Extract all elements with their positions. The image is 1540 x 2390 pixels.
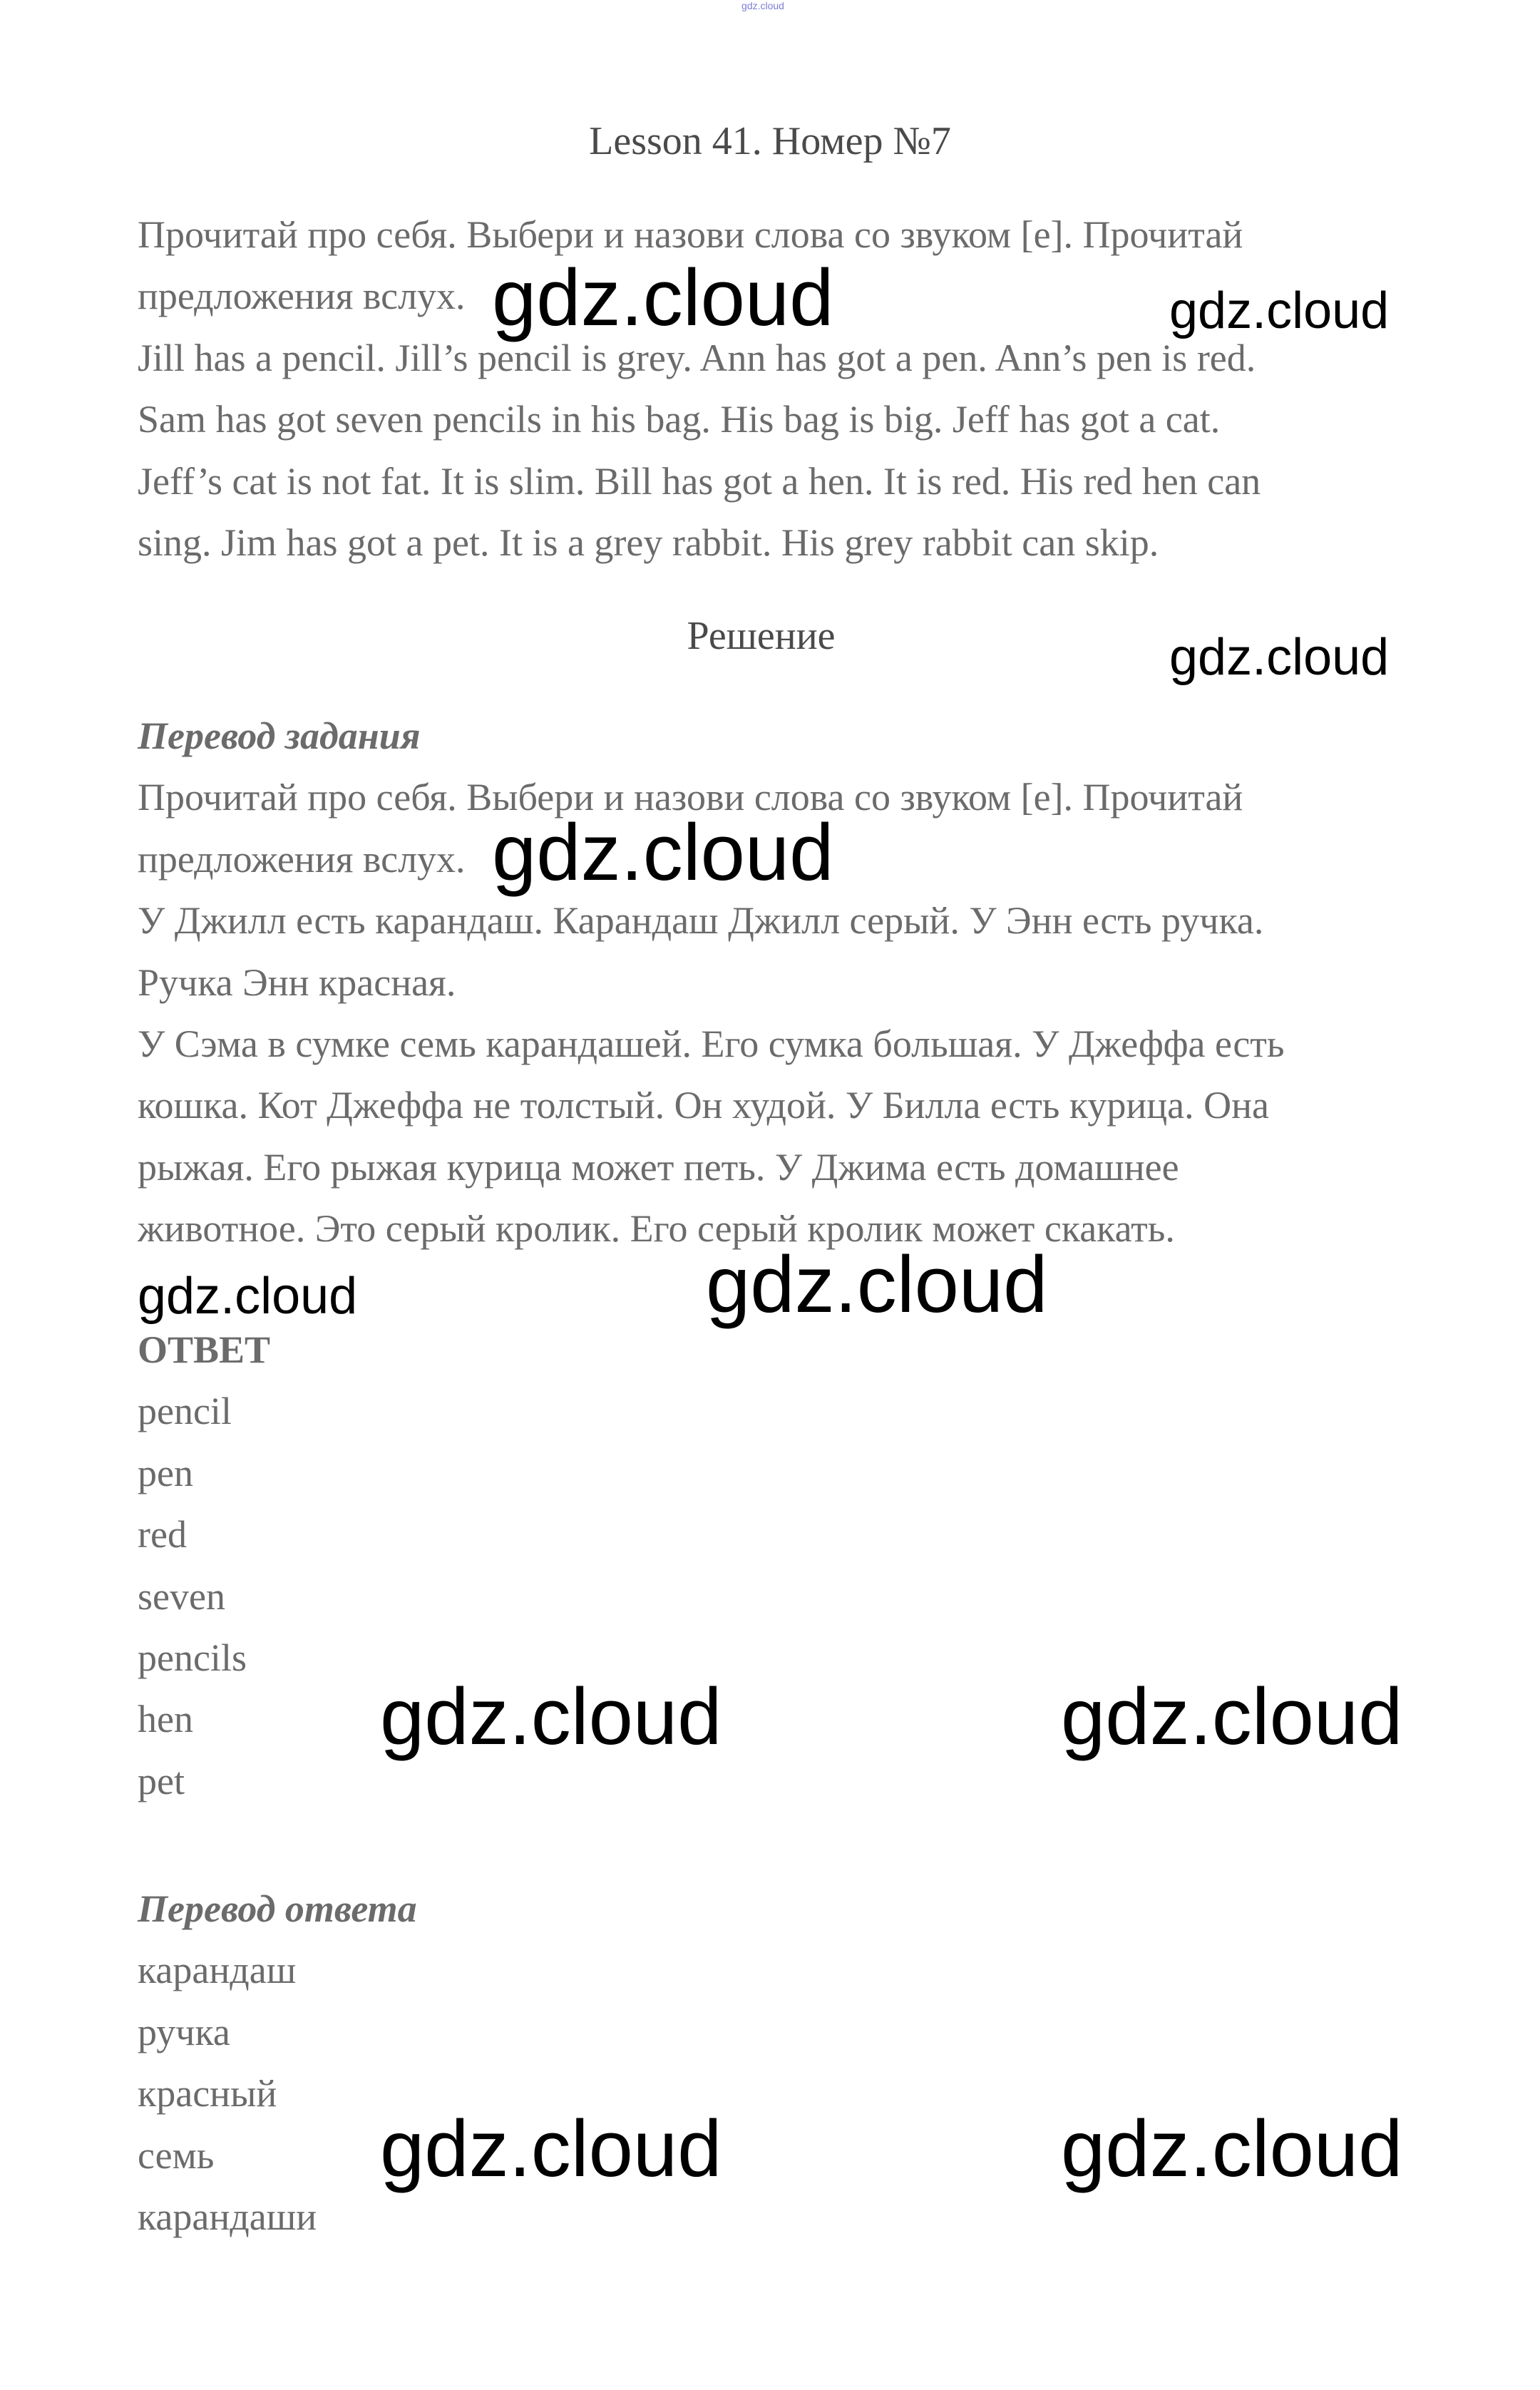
list-item: red <box>138 1513 187 1556</box>
list-item: pen <box>138 1451 193 1494</box>
translation-line-4: кошка. Кот Джеффа не толстый. Он худой. У Билла есть курица. Она <box>138 1084 1270 1127</box>
list-item: семь <box>138 2133 215 2177</box>
watermark: gdz.cloud <box>380 2104 722 2193</box>
translation-line-3: У Сэма в сумке семь карандашей. Его сумка большая. У Джеффа есть <box>138 1022 1285 1066</box>
watermark: gdz.cloud <box>1061 1672 1403 1761</box>
list-item: seven <box>138 1574 225 1618</box>
watermark: gdz.cloud <box>706 1240 1048 1329</box>
task-instruction-line-2: предложения вслух. <box>138 275 466 318</box>
solution-label: Решение <box>687 614 836 658</box>
watermark: gdz.cloud <box>492 808 834 897</box>
list-item: красный <box>138 2072 277 2115</box>
translation-answer-list <box>138 1939 1421 2247</box>
translation-task-heading: Перевод задания <box>138 714 421 757</box>
page-title: Lesson 41. Номер №7 <box>589 119 951 163</box>
watermark: gdz.cloud <box>138 1268 358 1325</box>
task-text-line-4: sing. Jim has got a pet. It is a grey rabbit. His grey rabbit can skip. <box>138 521 1159 565</box>
task-instruction-line-1: Прочитай про себя. Выбери и назови слова со звуком [e]. Прочитай <box>138 213 1243 256</box>
watermark: gdz.cloud <box>1169 629 1390 686</box>
watermark: gdz.cloud <box>1169 282 1390 339</box>
list-item: ручка <box>138 2010 230 2053</box>
list-item: карандаш <box>138 1949 297 1992</box>
list-item: pencil <box>138 1390 232 1433</box>
top-watermark: gdz.cloud <box>741 0 784 11</box>
translation-line-1: У Джилл есть карандаш. Карандаш Джилл серый. У Энн есть ручка. <box>138 899 1264 943</box>
list-item: pencils <box>138 1636 247 1680</box>
task-text-line-2: Sam has got seven pencils in his bag. His bag is big. Jeff has got a cat. <box>138 398 1221 441</box>
translation-instruction-line-1: Прочитай про себя. Выбери и назови слова со звуком [e]. Прочитай <box>138 776 1243 819</box>
translation-line-6: животное. Это серый кролик. Его серый кролик может скакать. <box>138 1207 1175 1251</box>
list-item: hen <box>138 1698 193 1741</box>
task-text-line-3: Jeff’s cat is not fat. It is slim. Bill has got a hen. It is red. His red hen can <box>138 459 1261 503</box>
list-item: карандаши <box>138 2195 317 2239</box>
translation-instruction-line-2: предложения вслух. <box>138 837 466 881</box>
translation-line-2: Ручка Энн красная. <box>138 960 456 1004</box>
watermark: gdz.cloud <box>1061 2104 1403 2193</box>
translation-task-block <box>138 705 1421 1260</box>
watermark: gdz.cloud <box>492 253 834 342</box>
list-item: pet <box>138 1759 185 1802</box>
translation-line-5: рыжая. Его рыжая курица может петь. У Джима есть домашнее <box>138 1145 1179 1189</box>
translation-answer-heading: Перевод ответа <box>138 1887 417 1930</box>
task-text-line-1: Jill has a pencil. Jill’s pencil is grey. Ann has got a pen. Ann’s pen is red. <box>138 336 1256 379</box>
watermark: gdz.cloud <box>380 1672 722 1761</box>
answer-heading: ОТВЕТ <box>138 1328 271 1371</box>
